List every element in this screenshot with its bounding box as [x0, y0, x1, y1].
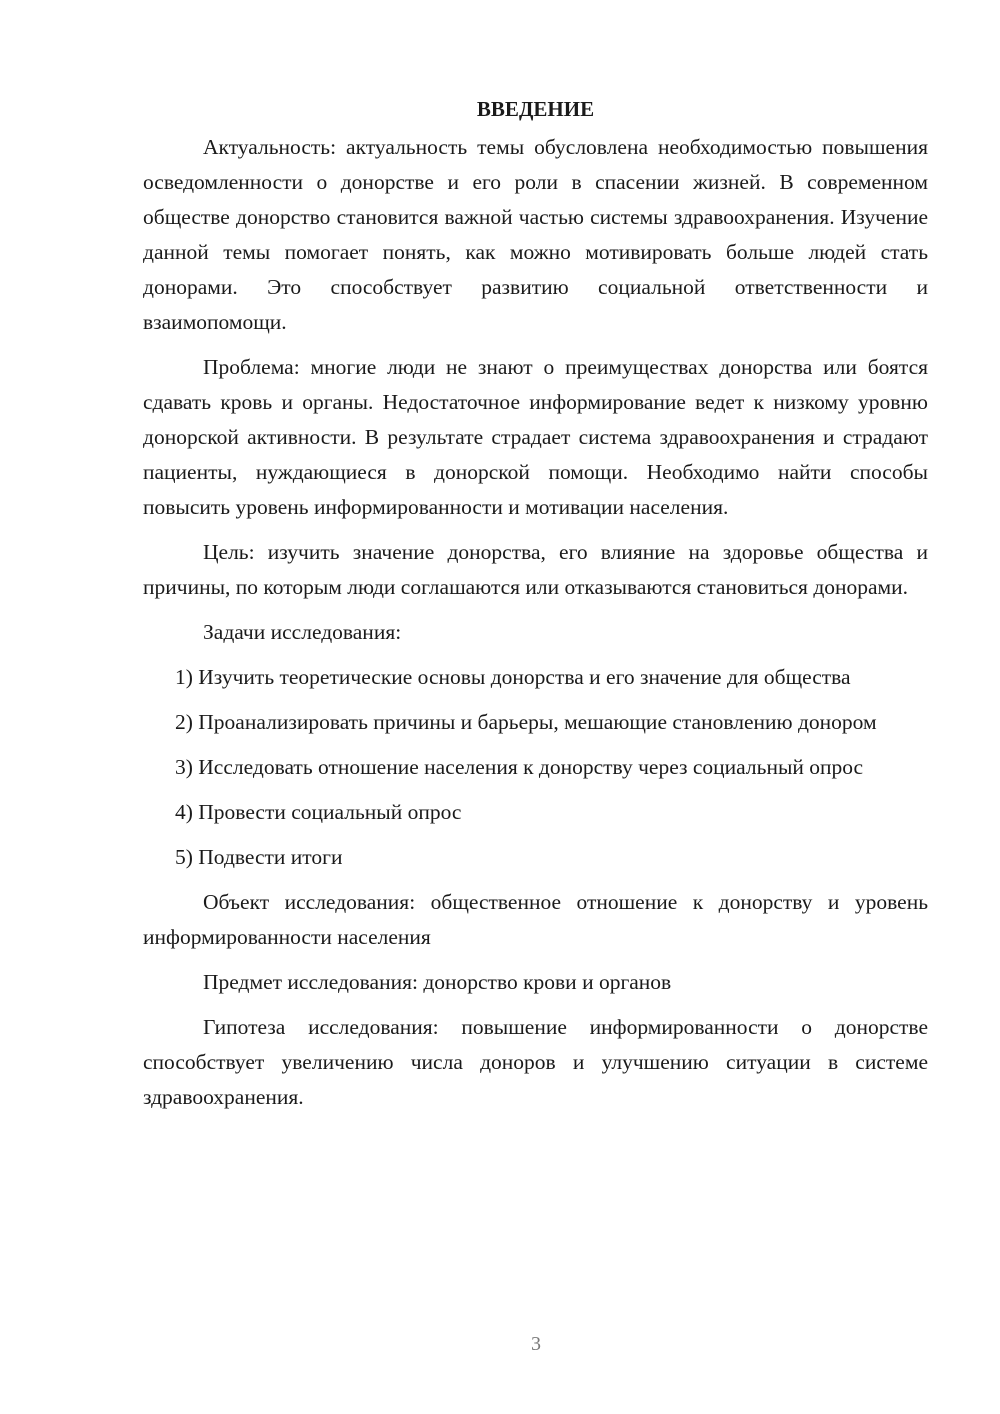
subject-paragraph: Предмет исследования: донорство крови и органов: [203, 970, 672, 994]
document-page: [143, 92, 928, 1125]
problem-paragraph: Проблема: многие люди не знают о преимуществах донорства или боятся сдавать кровь и органы. Недостаточное информирование ведет к низкому уровню донорской активности. В результате страдает система здравоохранения и страдают пациенты, нуждающиеся в донорской помощи. Необходимо найти способы повысить уровень информированности и мотивации населения.: [143, 355, 928, 519]
object-paragraph: Объект исследования: общественное отношение к донорству и уровень информированности населения: [143, 890, 928, 949]
page-number: 3: [531, 1333, 541, 1355]
tasks-heading: Задачи исследования:: [203, 620, 402, 644]
task-item-2: 2) Проанализировать причины и барьеры, мешающие становлению донором: [175, 710, 877, 734]
task-item-4: 4) Провести социальный опрос: [175, 800, 462, 824]
goal-paragraph: Цель: изучить значение донорства, его влияние на здоровье общества и причины, по которым люди соглашаются или отказываются становиться донорами.: [143, 540, 928, 599]
relevance-paragraph: Актуальность: актуальность темы обусловлена необходимостью повышения осведомленности о донорстве и его роли в спасении жизней. В современном обществе донорство становится важной частью системы здравоохранения. Изучение данной темы помогает понять, как можно мотивировать больше людей стать донорами. Это способствует развитию социальной ответственности и взаимопомощи.: [143, 135, 928, 334]
page-title: ВВЕДЕНИЕ: [476, 97, 595, 121]
hypothesis-paragraph: Гипотеза исследования: повышение информированности о донорстве способствует увеличению числа доноров и улучшению ситуации в системе здравоохранения.: [143, 1015, 928, 1109]
task-item-5: 5) Подвести итоги: [175, 845, 343, 869]
task-item-3: 3) Исследовать отношение населения к донорству через социальный опрос: [175, 755, 864, 779]
task-item-1: 1) Изучить теоретические основы донорства и его значение для общества: [175, 665, 851, 689]
